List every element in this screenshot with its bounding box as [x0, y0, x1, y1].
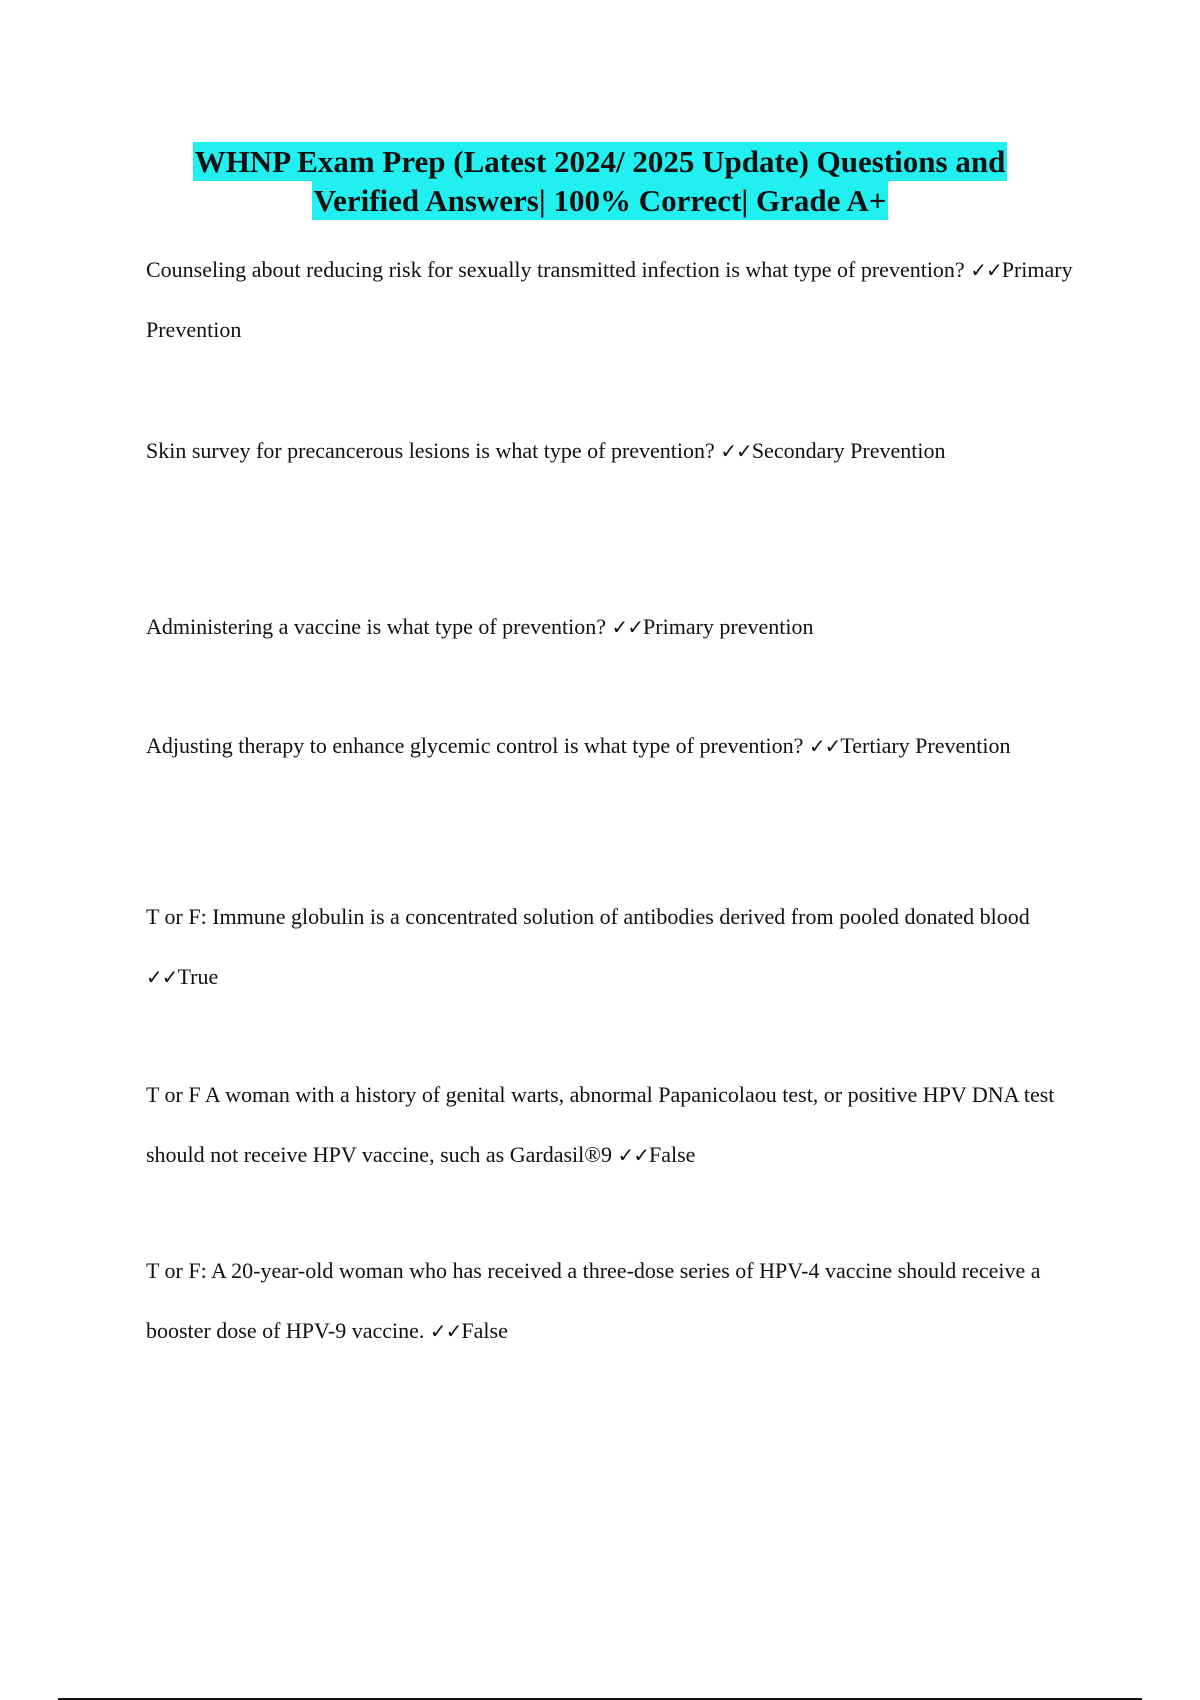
- question-text: Skin survey for precancerous lesions is what type of prevention?: [146, 438, 715, 463]
- qa-item-3: [146, 597, 1076, 657]
- answer-text: Primary Prevention: [146, 257, 1073, 342]
- check-icon: ✓✓: [429, 1319, 462, 1343]
- title-line-1: WHNP Exam Prep (Latest 2024/ 2025 Update) Questions and: [194, 144, 1006, 179]
- question-text: T or F: A 20-year-old woman who has received a three-dose series of HPV-4 vaccine should receive a booster dose of HPV-9 vaccine.: [146, 1258, 1041, 1343]
- answer-text: False: [461, 1318, 508, 1343]
- question-text: Adjusting therapy to enhance glycemic control is what type of prevention?: [146, 733, 804, 758]
- check-icon: ✓✓: [617, 1143, 649, 1167]
- answer-text: Primary prevention: [643, 614, 814, 639]
- answer-text: Tertiary Prevention: [840, 733, 1011, 758]
- check-icon: ✓✓: [970, 258, 1002, 282]
- qa-item-4: [146, 716, 1076, 776]
- document-title: [0, 142, 1200, 220]
- answer-text: True: [177, 964, 219, 989]
- question-text: Counseling about reducing risk for sexually transmitted infection is what type of prevention?: [146, 257, 965, 282]
- qa-item-5: [146, 887, 1076, 1007]
- qa-item-2: [146, 421, 1076, 481]
- qa-item-6: [146, 1065, 1076, 1185]
- check-icon: ✓✓: [146, 965, 178, 989]
- question-text: T or F A woman with a history of genital warts, abnormal Papanicolaou test, or positive HPV DNA test should not receive HPV vaccine, such as Gardasil®9: [146, 1082, 1055, 1167]
- answer-text: False: [648, 1142, 696, 1167]
- qa-item-1: [146, 240, 1076, 360]
- qa-item-7: [146, 1241, 1076, 1361]
- answer-text: Secondary Prevention: [751, 438, 946, 463]
- question-text: T or F: Immune globulin is a concentrated solution of antibodies derived from pooled donated blood: [146, 904, 1030, 929]
- check-icon: ✓✓: [808, 734, 841, 758]
- check-icon: ✓✓: [720, 439, 752, 463]
- check-icon: ✓✓: [611, 615, 644, 639]
- question-text: Administering a vaccine is what type of prevention?: [146, 614, 607, 639]
- title-line-2: Verified Answers| 100% Correct| Grade A+: [313, 183, 887, 218]
